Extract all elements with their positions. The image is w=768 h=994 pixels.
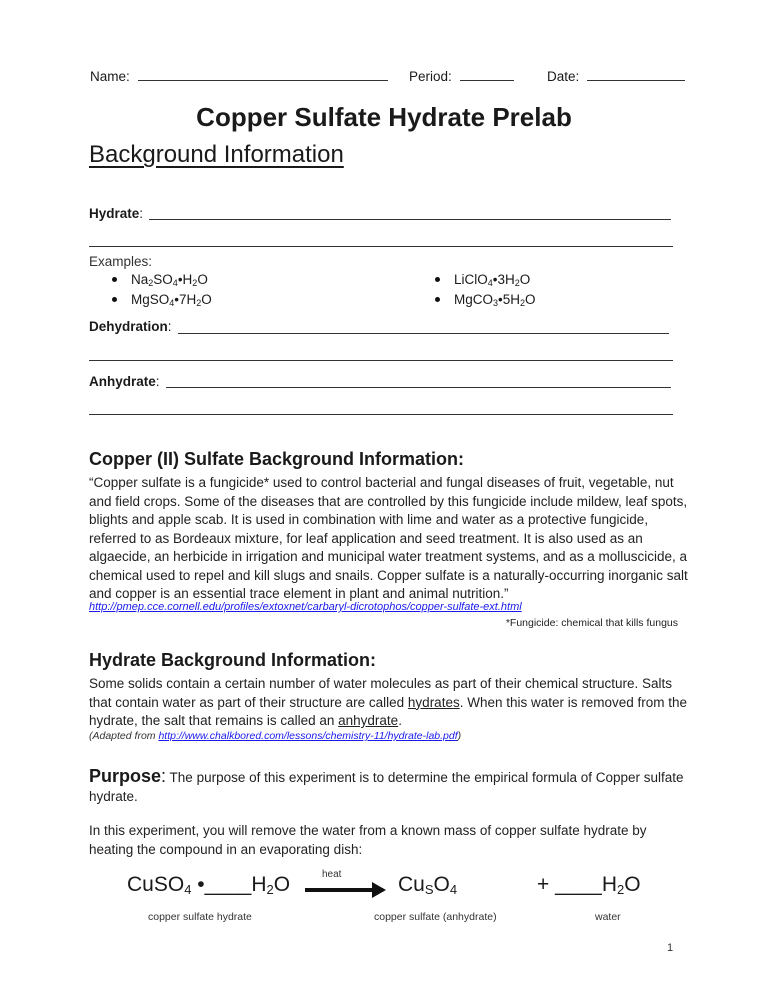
hydrate-background-heading: Hydrate Background Information: [89, 650, 377, 670]
coefficient-blank[interactable]: ____ [204, 873, 252, 896]
bullet-icon [112, 277, 117, 282]
colon: : [155, 374, 160, 389]
bullet-icon [112, 297, 117, 302]
date-field[interactable] [587, 68, 685, 81]
period-group [409, 68, 514, 84]
page-title: Copper Sulfate Hydrate Prelab [196, 102, 572, 132]
dehydration-answer-line-1[interactable] [178, 333, 669, 334]
period-label: Period: [409, 69, 452, 84]
hydrate-answer-line-2[interactable] [89, 246, 673, 247]
copper-sulfate-heading: Copper (II) Sulfate Background Information: [89, 449, 465, 469]
purpose-label: Purpose [89, 766, 162, 786]
dehydration-answer-line-2[interactable] [89, 360, 673, 361]
heat-label: heat [322, 869, 342, 880]
fungicide-footnote: *Fungicide: chemical that kills fungus [505, 617, 678, 629]
equation-product: $Cu_SO_4$ [398, 873, 458, 897]
example-item: $Na_2SO_4•H_2O$ [112, 272, 208, 287]
equation-water-product: + $\_\_\_\_H_2O$ [537, 873, 641, 897]
name-label: Name: [90, 69, 130, 84]
background-heading: Background Information [89, 141, 344, 168]
purpose-paragraph: Purpose: The purpose of this experiment is to determine the empirical formula of Copper sulfate hydrate. [89, 766, 684, 804]
experiment-description: In this experiment, you will remove the water from a known mass of copper sulfate hydrate by heating the compound in an evaporating dish: [89, 823, 647, 857]
adapted-from-note: (Adapted from http://www.chalkbored.com/lessons/chemistry-11/hydrate-lab.pdf) [89, 730, 462, 742]
date-group [547, 68, 685, 84]
reaction-arrow-head-icon [372, 882, 386, 898]
example-item: $LiClO_4•3H_2O$ [435, 272, 530, 287]
copper-source-link-wrap [89, 601, 522, 613]
anhydrate-definition [89, 374, 160, 389]
bullet-icon [435, 297, 440, 302]
period-field[interactable] [460, 68, 514, 81]
hydrate-definition [89, 206, 143, 221]
anhydrate-answer-line-2[interactable] [89, 414, 673, 415]
examples-label: Examples: [89, 254, 153, 269]
dehydration-definition [89, 319, 172, 334]
hydrate-background-paragraph: Some solids contain a certain number of water molecules as part of their chemical structure. Salts that contain water as part of their structure are called hydrates. When this water is removed from the hydrate, the salt that remains is called an anhydrate. [89, 676, 688, 728]
name-field[interactable] [138, 68, 388, 81]
dehydration-label: Dehydration [89, 319, 168, 334]
reactant-caption: copper sulfate hydrate [148, 911, 252, 923]
anhydrate-answer-line-1[interactable] [166, 387, 671, 388]
product-caption: copper sulfate (anhydrate) [374, 911, 497, 923]
date-label: Date: [547, 69, 580, 84]
copper-source-link[interactable]: http://pmep.cce.cornell.edu/profiles/extoxnet/carbaryl-dicrotophos/copper-sulfate-ext.html [89, 601, 522, 613]
example-item: $MgCO_3•5H_2O$ [435, 292, 536, 307]
page-number: 1 [667, 942, 674, 954]
example-item: $MgSO_4•7H_2O$ [112, 292, 212, 307]
hydrate-answer-line-1[interactable] [149, 219, 671, 220]
anhydrate-term: anhydrate [338, 713, 399, 728]
chalkbored-link[interactable]: http://www.chalkbored.com/lessons/chemistry-11/hydrate-lab.pdf [158, 730, 458, 742]
equation-reactant: CuSO$_4$ $•\_\_\_\_H_2O$ [127, 873, 291, 897]
purpose-text: The purpose of this experiment is to determine the empirical formula of Copper sulfate hydrate. [89, 770, 684, 804]
anhydrate-label: Anhydrate [89, 374, 156, 389]
hydrate-label: Hydrate [89, 206, 140, 221]
header-row [90, 68, 388, 84]
copper-sulfate-paragraph: “Copper sulfate is a fungicide* used to control bacterial and fungal diseases of fruit, vegetable, nut and field crops. Some of the diseases that are controlled by this fungicide include mildew, leaf spots, blights and apple scab. It is used in combination with lime and water as a protective fungicide, referred to as Bordeaux mixture, for leaf application and seed treatment. It is also used as an algaecide, an herbicide in irrigation and municipal water treatment systems, and as a molluscicide, a chemical used to repel and kill slugs and snails. Copper sulfate is a naturally-occurring inorganic salt and copper is an essential trace element in plant and animal nutrition.” [89, 475, 688, 601]
colon: : [139, 206, 144, 221]
bullet-icon [435, 277, 440, 282]
hydrates-term: hydrates [407, 694, 460, 710]
water-caption: water [595, 911, 621, 923]
colon: : [167, 319, 172, 334]
water-coefficient-blank[interactable]: ____ [555, 873, 602, 896]
